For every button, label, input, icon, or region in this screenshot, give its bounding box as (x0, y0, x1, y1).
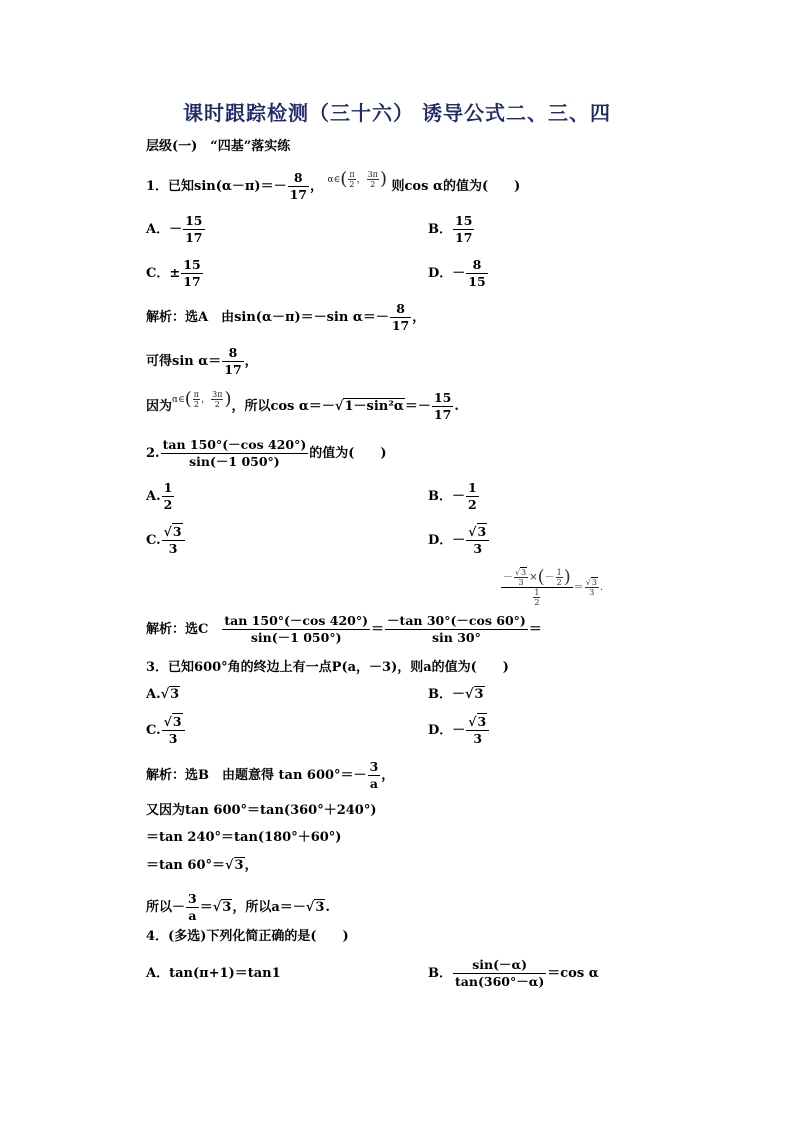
question-3-solution-line-3: ＝tan 240°＝tan(180°＋60°) (146, 830, 342, 845)
question-1-stem: 1．已知sin(α－π)＝－ $\frac{8}{17}$ ， $^{\alpha\in( \frac{\pi}{2} , \frac{3\pi}{2} )}$ 则cos α的值为( ) (146, 168, 521, 202)
question-2-option-d: D．－ $\frac{√3}{3}$ (428, 524, 490, 557)
question-3-solution-line-5: 所以－ $\frac{3}{a}$ ＝√3，所以a＝－√3. (146, 891, 330, 923)
question-1-option-a: A．－ $\frac{15}{17}$ (146, 213, 203, 245)
question-3-option-d: D．－ $\frac{√3}{3}$ (428, 714, 490, 747)
question-3-option-c: C. $\frac{√3}{3}$ (146, 714, 186, 747)
question-4-option-a: A．tan(π+1)＝tan1 (146, 966, 281, 981)
question-3-solution-line-4: ＝tan 60°＝√3， (146, 858, 258, 873)
question-2-stem: 2. $\frac{\tan 150^\circ(-\cos 420^\circ)}{\sin(-1 050^\circ)}$ 的值为( ) (146, 437, 387, 469)
section-heading: 层级(一) “四基”落实练 (146, 139, 291, 154)
question-3-option-a: A.√3 (146, 687, 180, 702)
question-1-option-c: C．± $\frac{15}{17}$ (146, 257, 201, 289)
question-4-stem: 4．(多选)下列化简正确的是( ) (146, 929, 349, 944)
question-3-option-b: B．－√3 (428, 687, 484, 702)
question-1-solution-line-3: 因为$^{\alpha\in( \frac{\pi}{2} , \frac{3\pi}{2} )}$，所以cos α＝－√1－sin²α＝－ $\frac{15}{17}$ . (146, 388, 459, 422)
question-3-stem: 3．已知600°角的终边上有一点P(a，－3)，则a的值为( ) (146, 660, 509, 675)
question-2-option-a: A. $\frac{1}{2}$ (146, 480, 173, 512)
question-2-solution-big-fraction: － $\frac{√3}{3}$ ×(－ $\frac{1}{2}$ ) $\frac{1}{2}$ ＝ $\frac{√3}{3}$ . (503, 566, 604, 607)
question-4-option-b: B． $\frac{\sin(-\alpha)}{\tan(360^\circ-\alpha)}$ ＝cos α (428, 957, 599, 989)
question-2-option-c: C. $\frac{√3}{3}$ (146, 524, 186, 557)
page-title: 课时跟踪检测（三十六） 诱导公式二、三、四 (183, 101, 611, 125)
question-2-option-b: B．－ $\frac{1}{2}$ (428, 480, 477, 512)
question-1-solution-line-1: 解析：选A 由sin(α－π)＝－sin α＝－ $\frac{8}{17}$ ， (146, 301, 426, 333)
question-3-solution-line-2: 又因为tan 600°＝tan(360°＋240°) (146, 803, 377, 818)
question-3-solution-line-1: 解析：选B 由题意得 tan 600°＝－ $\frac{3}{a}$ ， (146, 759, 395, 791)
question-1-option-b: B． $\frac{15}{17}$ (428, 213, 473, 245)
question-1-solution-line-2: 可得sin α＝ $\frac{8}{17}$ ， (146, 345, 258, 377)
question-2-solution: 解析：选C $\frac{\tan 150^\circ(-\cos 420^\circ)}{\sin(-1 050^\circ)}$ ＝ $\frac{-\tan 30^\circ(-\cos 60^\circ)}{\sin 30^\circ}$ ＝ (146, 613, 542, 645)
question-1-option-d: D．－ $\frac{8}{15}$ (428, 257, 486, 289)
